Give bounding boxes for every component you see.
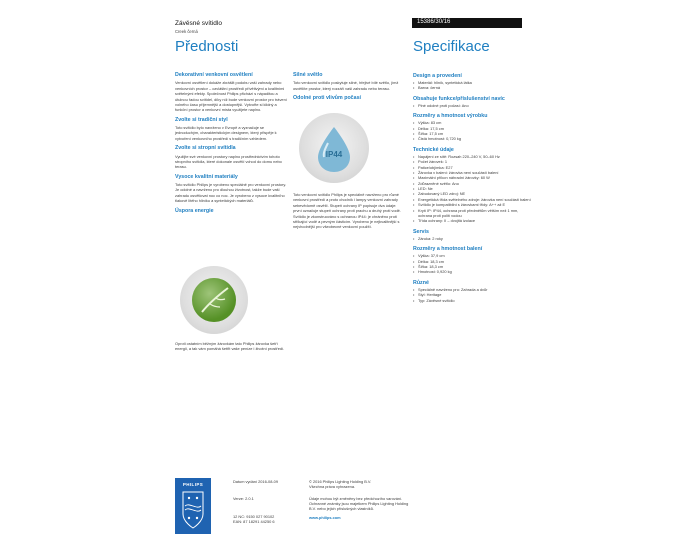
spec-item: • Délka: 17,5 cm <box>413 126 531 131</box>
spec-item: • Počet žárovek: 1 <box>413 159 531 164</box>
rights: Všechna práva vyhrazena. <box>309 484 356 490</box>
spec-section-title: Rozměry a hmotnost balení <box>413 246 483 253</box>
spec-item: • Výška: 83 cm <box>413 120 531 125</box>
spec-item: • LED: Ne <box>413 186 531 191</box>
energy-text: Oproti ostatním běžným žárovkám tato Philips žárovka šetří energii, a tak vám pomáhá šetřit vaše peníze i životní prostředí. <box>175 341 285 352</box>
disclaimer: Údaje mohou být změněny bez předchozího varování. Ochranné známky jsou majetkem Philips Lighting Holding B.V. nebo jejich příslušných vlastníků. <box>309 495 409 512</box>
footer-meta <box>233 479 303 524</box>
spec-item: • Materiál: hliník, syntetická látka <box>413 80 531 85</box>
right-heading: Specifikace <box>413 38 490 55</box>
spec-item: • Výška: 37,9 cm <box>413 253 531 258</box>
specifications-column <box>413 68 531 303</box>
feature-title: Vysoce kvalitní materiály <box>175 173 238 180</box>
spec-item: • Zabudovaný LED zdroj: NE <box>413 191 531 196</box>
feature-body: Toto svítidlo bylo navrženo v Evropě a vyznačuje se jednoduchým, charakteristickým designem, který přispěje k vytvoření venkovního prostředí s tradičním vzhledem. <box>175 125 277 141</box>
features-column-2 <box>293 68 406 103</box>
spec-list <box>413 287 531 303</box>
ip-text: Toto venkovní svítidlo Philips je speciálně navrženo pro různé venkovní prostředí a proto chodník i lampy venkovní zahrady sebevědomě osvětlí. Stupeň ochrany IP popisuje dva údaje: první označuje stupeň ochrany proti prachu a druhý proti vodě. Svítidlo je zkonstruováno s ochranou IP44: je chráněno proti stříkající vodě a pevným částicím. Vyrobeno je nejkvalitnější s nejvhodnější pro všeobecné venkovní použití. <box>293 192 401 230</box>
spec-list <box>413 80 531 91</box>
ip44-drop-icon <box>299 113 369 183</box>
spec-item: • Typ: Závěsné svítidlo <box>413 298 531 303</box>
feature-title: Odolné proti vlivům počasí <box>293 95 361 102</box>
ean-code: EAN: 87 18291 44250 6 <box>233 518 275 524</box>
spec-list <box>413 253 531 275</box>
spec-section-title: Technické údaje <box>413 146 454 153</box>
spec-list <box>413 120 531 142</box>
spec-section-title: Design a provedení <box>413 73 462 79</box>
spec-item: • Třída ochrany: II – dvojitá izolace <box>413 218 531 223</box>
spec-item: • Hmotnost: 0,920 kg <box>413 269 531 274</box>
feature-body: Toto svítidlo Philips je vyrobeno speciálně pro venkovní prostory. Je odolné a navrženo pro dlouhou životnost, takže bude vaši zahradu osvětlovat noc co noc. Je vyrobeno z vysoce kvalitního tlakově litého hliníku a syntetických materiálů. <box>175 182 287 204</box>
version: Verze: 2.0.1 <box>233 496 254 502</box>
spec-section-title: Servis <box>413 228 429 235</box>
water-drop-icon <box>299 113 369 183</box>
spec-item: • Zdůrazněné světlo: Ano <box>413 181 531 186</box>
issue-date: Datum vydání 2016-08-09 <box>233 479 278 484</box>
footer-legal <box>309 479 414 521</box>
feature-title: Zvolte si stropní svítidla <box>175 145 236 152</box>
philips-shield-icon <box>175 478 211 534</box>
left-heading: Přednosti <box>175 38 239 55</box>
feature-title: Silné světlo <box>293 72 323 78</box>
spec-item: • Šířka: 17,5 cm <box>413 131 531 136</box>
feature-body: Venkovní osvětlení dokáže zkrášlit podobu vaší zahrady nebo venkovních prostor – ozvláštní prostředí přívětivými a kvalitními světelnými efekty. Společnost Philips přichází s nápaditou a útulnou řadou svítidel, díky níž bude venkovní prostor pro trávení volného času příjemnější a dostupnější. Vytvořte si klidný a funkční prostor a venkovní místa využijete naplno. <box>175 80 287 113</box>
energy-leaf-icon <box>180 266 248 334</box>
copyright: © 2016 Philips Lighting Holding B.V. <box>309 479 372 484</box>
product-code: 15386/30/16 <box>412 18 522 28</box>
feature-title: Zvolte si tradiční styl <box>175 116 228 123</box>
spec-list <box>413 236 531 241</box>
feature-body: Využijte své venkovní prostory naplno prostřednictvím tohoto stropního svítidla, které dokonale osvětlí vchod do domu nebo terasu. <box>175 153 282 170</box>
nc-code: 12 NC: 9150 027 90102 <box>233 513 275 519</box>
feature-title: Dekorativní venkovní osvětlení <box>175 72 253 78</box>
spec-section-title: Rozměry a hmotnost výrobku <box>413 113 488 120</box>
logo-wordmark: PHILIPS <box>182 482 204 487</box>
spec-section-title: Obsahuje funkce/příslušenství navíc <box>413 95 505 102</box>
spec-item: • Maximální příkon náhradní žárovky: 60 W <box>413 175 531 180</box>
spec-item: • Energetická třída světelného zdroje: žárovka není součástí balení <box>413 197 531 202</box>
philips-logo[interactable] <box>175 478 211 534</box>
header-subtitle: Creek černá <box>175 29 198 34</box>
spec-section-title: Různé <box>413 279 429 286</box>
spec-list <box>413 103 531 108</box>
spec-list <box>413 154 531 224</box>
feature-title: Úspora energie <box>175 207 214 214</box>
spec-item: • Záruka: 2 roky <box>413 236 531 241</box>
spec-item: • Žárovka v balení: žárovka není součástí balení <box>413 170 531 175</box>
spec-item: • Šířka: 18,3 cm <box>413 264 531 269</box>
features-column-1 <box>175 68 288 216</box>
spec-item: • Napájení ze sítě: Rozsah 220–240 V, 50–60 Hz <box>413 154 531 159</box>
spec-item: • Styl: Heritage <box>413 292 531 297</box>
spec-item: • Čistá hmotnost: 0,720 kg <box>413 136 531 141</box>
spec-item: • Délka: 18,3 cm <box>413 259 531 264</box>
feature-body: Toto venkovní svítidlo poskytuje silné, hřejivé bílé světlo, jímž osvětlíte prostor, který rozzáří vaši zahradu nebo terasu. <box>293 80 399 91</box>
ip-rating-label: IP44 <box>325 150 343 159</box>
spec-item: • Svítidlo je kompatibilní s žárovkami třídy: A++ až E <box>413 202 531 207</box>
spec-item: • Patice/objímka: E27 <box>413 165 531 170</box>
header-title: Závěsné svítidlo <box>175 20 222 27</box>
spec-item: • Speciálně navrženo pro: Zahrada a dvůr <box>413 287 531 292</box>
spec-item: • Barva: černá <box>413 85 531 90</box>
leaf-icon <box>180 266 248 334</box>
spec-item: • Plné odolné proti počasí: Ano <box>413 103 531 108</box>
website-link[interactable]: www.philips.com <box>309 515 341 521</box>
spec-item: • Krytí IP: IP44, ochrana proti předmětům větším než 1 mm, ochrana proti polití vodou <box>413 208 531 219</box>
